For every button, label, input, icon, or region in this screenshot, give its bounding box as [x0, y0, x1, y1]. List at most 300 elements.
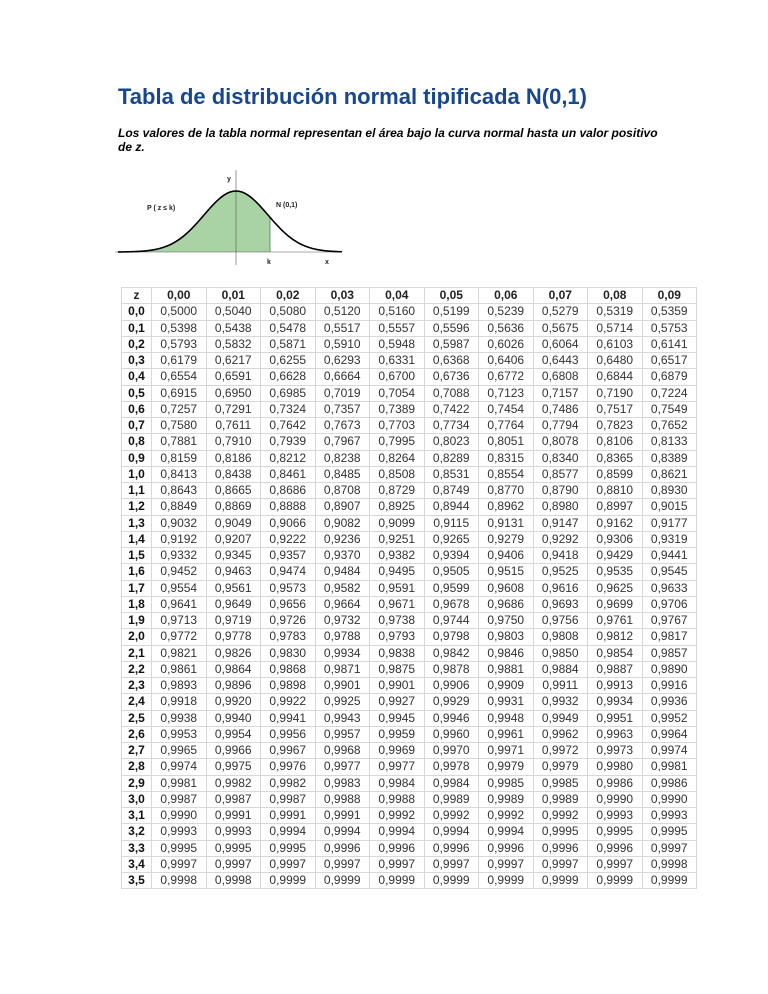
probability-cell: 0,6368 — [424, 353, 479, 369]
z-value-cell: 1,7 — [122, 580, 152, 596]
table-row — [122, 629, 697, 645]
probability-cell: 0,6517 — [642, 353, 697, 369]
probability-cell: 0,9994 — [370, 824, 425, 840]
probability-cell: 0,9418 — [533, 548, 588, 564]
probability-cell: 0,9997 — [206, 856, 261, 872]
probability-cell: 0,8621 — [642, 466, 697, 482]
probability-cell: 0,7486 — [533, 401, 588, 417]
probability-cell: 0,6985 — [261, 385, 316, 401]
probability-cell: 0,7324 — [261, 401, 316, 417]
normal-curve-figure — [110, 165, 370, 270]
probability-cell: 0,6554 — [152, 369, 207, 385]
probability-cell: 0,9719 — [206, 613, 261, 629]
probability-cell: 0,6879 — [642, 369, 697, 385]
probability-cell: 0,5359 — [642, 304, 697, 320]
probability-cell: 0,5040 — [206, 304, 261, 320]
probability-cell: 0,9986 — [588, 775, 643, 791]
probability-cell: 0,9854 — [588, 645, 643, 661]
probability-cell: 0,9406 — [479, 548, 534, 564]
probability-cell: 0,9996 — [533, 840, 588, 856]
probability-cell: 0,9901 — [370, 678, 425, 694]
probability-cell: 0,9993 — [206, 824, 261, 840]
table-row — [122, 808, 697, 824]
header-col: 0,04 — [370, 288, 425, 304]
probability-cell: 0,8997 — [588, 499, 643, 515]
probability-cell: 0,5319 — [588, 304, 643, 320]
table-row — [122, 466, 697, 482]
probability-cell: 0,6628 — [261, 369, 316, 385]
table-row — [122, 759, 697, 775]
table-row — [122, 450, 697, 466]
table-row — [122, 580, 697, 596]
probability-cell: 0,8686 — [261, 483, 316, 499]
probability-cell: 0,9332 — [152, 548, 207, 564]
probability-cell: 0,5517 — [315, 320, 370, 336]
probability-cell: 0,8315 — [479, 450, 534, 466]
table-row — [122, 434, 697, 450]
probability-cell: 0,9994 — [261, 824, 316, 840]
z-value-cell: 3,2 — [122, 824, 152, 840]
probability-cell: 0,8133 — [642, 434, 697, 450]
probability-cell: 0,9495 — [370, 564, 425, 580]
table-row — [122, 483, 697, 499]
probability-cell: 0,6217 — [206, 353, 261, 369]
probability-cell: 0,9761 — [588, 613, 643, 629]
probability-cell: 0,9131 — [479, 515, 534, 531]
header-col: 0,09 — [642, 288, 697, 304]
table-row — [122, 548, 697, 564]
probability-cell: 0,8186 — [206, 450, 261, 466]
probability-cell: 0,9997 — [315, 856, 370, 872]
probability-cell: 0,6293 — [315, 353, 370, 369]
probability-cell: 0,9633 — [642, 580, 697, 596]
table-row — [122, 353, 697, 369]
probability-cell: 0,7734 — [424, 418, 479, 434]
probability-cell: 0,8389 — [642, 450, 697, 466]
probability-cell: 0,9591 — [370, 580, 425, 596]
probability-cell: 0,9909 — [479, 678, 534, 694]
k-label: k — [267, 259, 271, 266]
probability-cell: 0,7794 — [533, 418, 588, 434]
table-row — [122, 710, 697, 726]
probability-cell: 0,8849 — [152, 499, 207, 515]
probability-cell: 0,9625 — [588, 580, 643, 596]
probability-cell: 0,9846 — [479, 645, 534, 661]
probability-cell: 0,6064 — [533, 336, 588, 352]
probability-cell: 0,9961 — [479, 726, 534, 742]
probability-cell: 0,9973 — [588, 743, 643, 759]
probability-cell: 0,6480 — [588, 353, 643, 369]
normal-distribution-table — [121, 287, 697, 889]
header-col: 0,00 — [152, 288, 207, 304]
probability-cell: 0,9970 — [424, 743, 479, 759]
probability-cell: 0,9997 — [370, 856, 425, 872]
probability-cell: 0,5910 — [315, 336, 370, 352]
probability-cell: 0,9967 — [261, 743, 316, 759]
probability-cell: 0,9192 — [152, 531, 207, 547]
probability-cell: 0,9319 — [642, 531, 697, 547]
probability-cell: 0,7652 — [642, 418, 697, 434]
probability-cell: 0,9994 — [315, 824, 370, 840]
z-value-cell: 3,4 — [122, 856, 152, 872]
probability-cell: 0,9948 — [479, 710, 534, 726]
probability-cell: 0,9699 — [588, 596, 643, 612]
probability-cell: 0,9850 — [533, 645, 588, 661]
z-value-cell: 2,0 — [122, 629, 152, 645]
probability-cell: 0,9656 — [261, 596, 316, 612]
probability-cell: 0,9934 — [315, 645, 370, 661]
probability-cell: 0,9957 — [315, 726, 370, 742]
z-value-cell: 2,3 — [122, 678, 152, 694]
probability-cell: 0,7157 — [533, 385, 588, 401]
probability-cell: 0,8365 — [588, 450, 643, 466]
table-header-row — [122, 288, 697, 304]
probability-cell: 0,5753 — [642, 320, 697, 336]
z-value-cell: 0,2 — [122, 336, 152, 352]
probability-cell: 0,6664 — [315, 369, 370, 385]
probability-cell: 0,9616 — [533, 580, 588, 596]
table-row — [122, 515, 697, 531]
probability-cell: 0,9911 — [533, 678, 588, 694]
probability-cell: 0,7549 — [642, 401, 697, 417]
probability-cell: 0,5636 — [479, 320, 534, 336]
probability-cell: 0,9370 — [315, 548, 370, 564]
probability-cell: 0,9887 — [588, 661, 643, 677]
probability-cell: 0,9941 — [261, 710, 316, 726]
table-row — [122, 385, 697, 401]
z-value-cell: 1,4 — [122, 531, 152, 547]
probability-cell: 0,9969 — [370, 743, 425, 759]
probability-cell: 0,9988 — [315, 791, 370, 807]
probability-cell: 0,9997 — [642, 840, 697, 856]
probability-cell: 0,9984 — [370, 775, 425, 791]
header-z: z — [122, 288, 152, 304]
probability-cell: 0,8554 — [479, 466, 534, 482]
probability-cell: 0,9693 — [533, 596, 588, 612]
probability-cell: 0,9993 — [642, 808, 697, 824]
probability-cell: 0,8665 — [206, 483, 261, 499]
probability-cell: 0,9989 — [533, 791, 588, 807]
probability-cell: 0,6255 — [261, 353, 316, 369]
probability-cell: 0,6103 — [588, 336, 643, 352]
probability-cell: 0,9992 — [424, 808, 479, 824]
probability-cell: 0,7642 — [261, 418, 316, 434]
header-col: 0,05 — [424, 288, 479, 304]
z-value-cell: 0,5 — [122, 385, 152, 401]
probability-cell: 0,9788 — [315, 629, 370, 645]
probability-cell: 0,9974 — [152, 759, 207, 775]
probability-cell: 0,5160 — [370, 304, 425, 320]
probability-cell: 0,8888 — [261, 499, 316, 515]
probability-cell: 0,9995 — [261, 840, 316, 856]
table-row — [122, 678, 697, 694]
probability-cell: 0,9236 — [315, 531, 370, 547]
probability-cell: 0,9918 — [152, 694, 207, 710]
probability-cell: 0,9147 — [533, 515, 588, 531]
probability-cell: 0,7939 — [261, 434, 316, 450]
probability-cell: 0,9671 — [370, 596, 425, 612]
probability-cell: 0,5832 — [206, 336, 261, 352]
probability-cell: 0,9838 — [370, 645, 425, 661]
probability-cell: 0,9916 — [642, 678, 697, 694]
probability-cell: 0,7019 — [315, 385, 370, 401]
probability-cell: 0,9938 — [152, 710, 207, 726]
probability-cell: 0,9756 — [533, 613, 588, 629]
probability-cell: 0,9999 — [315, 873, 370, 889]
probability-cell: 0,9738 — [370, 613, 425, 629]
probability-cell: 0,7967 — [315, 434, 370, 450]
probability-cell: 0,7291 — [206, 401, 261, 417]
probability-cell: 0,9972 — [533, 743, 588, 759]
probability-cell: 0,9997 — [152, 856, 207, 872]
table-row — [122, 726, 697, 742]
probability-cell: 0,9974 — [642, 743, 697, 759]
probability-cell: 0,9995 — [642, 824, 697, 840]
probability-cell: 0,9963 — [588, 726, 643, 742]
probability-cell: 0,9545 — [642, 564, 697, 580]
probability-cell: 0,5438 — [206, 320, 261, 336]
header-col: 0,01 — [206, 288, 261, 304]
z-value-cell: 2,6 — [122, 726, 152, 742]
header-col: 0,06 — [479, 288, 534, 304]
probability-cell: 0,9990 — [588, 791, 643, 807]
probability-cell: 0,9995 — [588, 824, 643, 840]
probability-cell: 0,5080 — [261, 304, 316, 320]
probability-cell: 0,9783 — [261, 629, 316, 645]
probability-cell: 0,9896 — [206, 678, 261, 694]
probability-cell: 0,6844 — [588, 369, 643, 385]
probability-cell: 0,9484 — [315, 564, 370, 580]
probability-cell: 0,9573 — [261, 580, 316, 596]
probability-cell: 0,9726 — [261, 613, 316, 629]
probability-cell: 0,9925 — [315, 694, 370, 710]
probability-cell: 0,9992 — [533, 808, 588, 824]
probability-cell: 0,9686 — [479, 596, 534, 612]
z-value-cell: 0,7 — [122, 418, 152, 434]
probability-cell: 0,9960 — [424, 726, 479, 742]
probability-cell: 0,9345 — [206, 548, 261, 564]
probability-cell: 0,9991 — [261, 808, 316, 824]
probability-cell: 0,8770 — [479, 483, 534, 499]
probability-cell: 0,9979 — [533, 759, 588, 775]
probability-cell: 0,9977 — [370, 759, 425, 775]
probability-cell: 0,6443 — [533, 353, 588, 369]
table-row — [122, 645, 697, 661]
probability-cell: 0,9251 — [370, 531, 425, 547]
z-value-cell: 1,3 — [122, 515, 152, 531]
probability-cell: 0,9995 — [206, 840, 261, 856]
probability-cell: 0,5120 — [315, 304, 370, 320]
probability-cell: 0,9976 — [261, 759, 316, 775]
probability-cell: 0,9998 — [642, 856, 697, 872]
curve-label: N (0,1) — [276, 202, 298, 209]
probability-cell: 0,9881 — [479, 661, 534, 677]
probability-cell: 0,7422 — [424, 401, 479, 417]
probability-cell: 0,9997 — [588, 856, 643, 872]
z-value-cell: 2,9 — [122, 775, 152, 791]
shaded-area — [118, 191, 270, 252]
probability-cell: 0,8413 — [152, 466, 207, 482]
probability-cell: 0,9990 — [642, 791, 697, 807]
probability-cell: 0,9871 — [315, 661, 370, 677]
probability-cell: 0,6331 — [370, 353, 425, 369]
table-row — [122, 320, 697, 336]
table-row — [122, 336, 697, 352]
probability-cell: 0,9934 — [588, 694, 643, 710]
probability-cell: 0,6950 — [206, 385, 261, 401]
probability-cell: 0,9995 — [152, 840, 207, 856]
probability-cell: 0,9901 — [315, 678, 370, 694]
probability-cell: 0,9964 — [642, 726, 697, 742]
probability-cell: 0,9989 — [424, 791, 479, 807]
probability-cell: 0,9962 — [533, 726, 588, 742]
probability-cell: 0,9306 — [588, 531, 643, 547]
probability-cell: 0,8023 — [424, 434, 479, 450]
probability-cell: 0,9817 — [642, 629, 697, 645]
probability-cell: 0,9996 — [588, 840, 643, 856]
table-row — [122, 531, 697, 547]
probability-cell: 0,9826 — [206, 645, 261, 661]
probability-cell: 0,9943 — [315, 710, 370, 726]
probability-cell: 0,9505 — [424, 564, 479, 580]
probability-cell: 0,9890 — [642, 661, 697, 677]
probability-cell: 0,9932 — [533, 694, 588, 710]
probability-cell: 0,7054 — [370, 385, 425, 401]
probability-cell: 0,9082 — [315, 515, 370, 531]
probability-cell: 0,9830 — [261, 645, 316, 661]
probability-cell: 0,7517 — [588, 401, 643, 417]
probability-cell: 0,9987 — [261, 791, 316, 807]
probability-cell: 0,9767 — [642, 613, 697, 629]
table-row — [122, 856, 697, 872]
probability-cell: 0,9984 — [424, 775, 479, 791]
probability-cell: 0,5987 — [424, 336, 479, 352]
probability-cell: 0,7190 — [588, 385, 643, 401]
z-value-cell: 2,2 — [122, 661, 152, 677]
z-value-cell: 3,1 — [122, 808, 152, 824]
probability-cell: 0,9857 — [642, 645, 697, 661]
table-row — [122, 791, 697, 807]
probability-cell: 0,9975 — [206, 759, 261, 775]
probability-cell: 0,9778 — [206, 629, 261, 645]
probability-cell: 0,9821 — [152, 645, 207, 661]
probability-cell: 0,8980 — [533, 499, 588, 515]
table-row — [122, 401, 697, 417]
probability-cell: 0,9599 — [424, 580, 479, 596]
table-row — [122, 694, 697, 710]
table-row — [122, 613, 697, 629]
z-value-cell: 0,0 — [122, 304, 152, 320]
table-row — [122, 418, 697, 434]
probability-cell: 0,5948 — [370, 336, 425, 352]
probability-cell: 0,8485 — [315, 466, 370, 482]
probability-cell: 0,9971 — [479, 743, 534, 759]
probability-cell: 0,9463 — [206, 564, 261, 580]
x-axis-label: x — [325, 259, 329, 266]
probability-cell: 0,9980 — [588, 759, 643, 775]
z-value-cell: 0,9 — [122, 450, 152, 466]
probability-cell: 0,9968 — [315, 743, 370, 759]
z-value-cell: 3,5 — [122, 873, 152, 889]
probability-cell: 0,8531 — [424, 466, 479, 482]
probability-cell: 0,9706 — [642, 596, 697, 612]
probability-cell: 0,9812 — [588, 629, 643, 645]
probability-cell: 0,6736 — [424, 369, 479, 385]
probability-cell: 0,6772 — [479, 369, 534, 385]
probability-cell: 0,9956 — [261, 726, 316, 742]
probability-cell: 0,5398 — [152, 320, 207, 336]
probability-cell: 0,6406 — [479, 353, 534, 369]
page-title: Tabla de distribución normal tipificada N(0,1) — [118, 84, 587, 109]
probability-cell: 0,5000 — [152, 304, 207, 320]
probability-cell: 0,9222 — [261, 531, 316, 547]
probability-cell: 0,8925 — [370, 499, 425, 515]
probability-cell: 0,9979 — [479, 759, 534, 775]
probability-cell: 0,7995 — [370, 434, 425, 450]
probability-cell: 0,9207 — [206, 531, 261, 547]
probability-cell: 0,9265 — [424, 531, 479, 547]
probability-cell: 0,9864 — [206, 661, 261, 677]
probability-cell: 0,9993 — [588, 808, 643, 824]
probability-cell: 0,9177 — [642, 515, 697, 531]
probability-cell: 0,8438 — [206, 466, 261, 482]
probability-cell: 0,9535 — [588, 564, 643, 580]
probability-cell: 0,9798 — [424, 629, 479, 645]
probability-cell: 0,8869 — [206, 499, 261, 515]
probability-cell: 0,7454 — [479, 401, 534, 417]
probability-cell: 0,9441 — [642, 548, 697, 564]
probability-cell: 0,9951 — [588, 710, 643, 726]
probability-cell: 0,7823 — [588, 418, 643, 434]
probability-cell: 0,9898 — [261, 678, 316, 694]
probability-cell: 0,9884 — [533, 661, 588, 677]
table-row — [122, 824, 697, 840]
probability-cell: 0,9664 — [315, 596, 370, 612]
probability-cell: 0,8508 — [370, 466, 425, 482]
probability-cell: 0,9995 — [533, 824, 588, 840]
probability-cell: 0,8289 — [424, 450, 479, 466]
probability-cell: 0,5199 — [424, 304, 479, 320]
probability-cell: 0,9906 — [424, 678, 479, 694]
probability-cell: 0,9893 — [152, 678, 207, 694]
probability-cell: 0,9986 — [642, 775, 697, 791]
probability-cell: 0,9954 — [206, 726, 261, 742]
probability-cell: 0,6179 — [152, 353, 207, 369]
probability-cell: 0,9357 — [261, 548, 316, 564]
probability-cell: 0,7703 — [370, 418, 425, 434]
probability-cell: 0,9793 — [370, 629, 425, 645]
probability-cell: 0,8340 — [533, 450, 588, 466]
probability-cell: 0,7224 — [642, 385, 697, 401]
probability-cell: 0,6915 — [152, 385, 207, 401]
z-value-cell: 2,7 — [122, 743, 152, 759]
probability-cell: 0,9940 — [206, 710, 261, 726]
probability-cell: 0,9936 — [642, 694, 697, 710]
probability-cell: 0,8238 — [315, 450, 370, 466]
probability-cell: 0,9987 — [152, 791, 207, 807]
probability-cell: 0,7881 — [152, 434, 207, 450]
table-row — [122, 564, 697, 580]
probability-cell: 0,8159 — [152, 450, 207, 466]
probability-cell: 0,9983 — [315, 775, 370, 791]
area-label: P ( z ≤ k) — [147, 205, 176, 212]
probability-cell: 0,9099 — [370, 515, 425, 531]
probability-cell: 0,9998 — [152, 873, 207, 889]
z-value-cell: 1,0 — [122, 466, 152, 482]
probability-cell: 0,9525 — [533, 564, 588, 580]
probability-cell: 0,9115 — [424, 515, 479, 531]
probability-cell: 0,9861 — [152, 661, 207, 677]
